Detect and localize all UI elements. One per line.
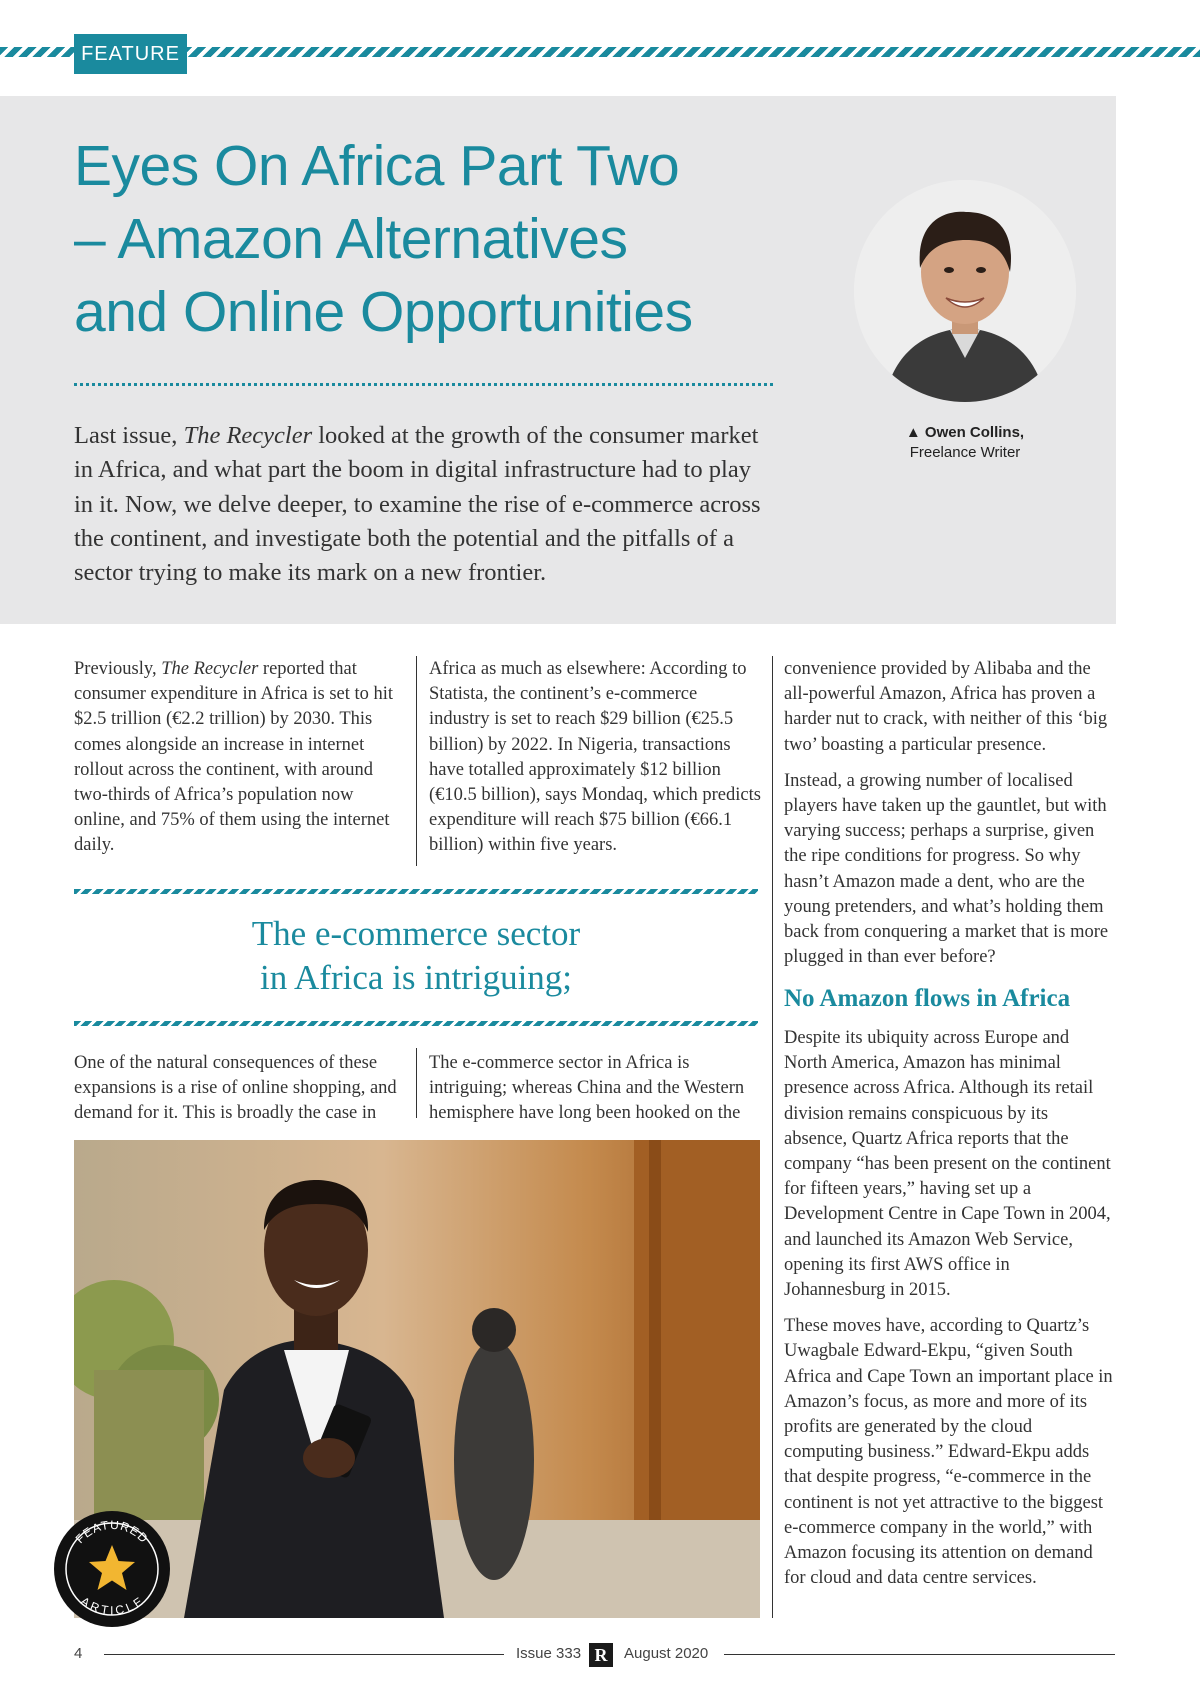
- publication-name: The Recycler: [161, 659, 259, 679]
- body-paragraph: convenience provided by Alibaba and the all-powerful Amazon, Africa has proven a harder nut to crack, with neither of this ‘big two’ boasting a particular presence.: [784, 659, 1108, 755]
- body-paragraph: Despite its ubiquity across Europe and North America, Amazon has minimal presence across Africa. Although its retail division remains conspicuous by its absence, Quartz Africa reports that the company “has been present on the continent for fifteen years,” having set up a Development Centre in Cape Town in 2004, and launched its Amazon Web Service, opening its first AWS office in Johannesburg in 2015.: [784, 1028, 1111, 1301]
- column-2-bottom: [429, 1051, 764, 1138]
- publication-name: The Recycler: [183, 422, 313, 449]
- author-name: ▲ Owen Collins,: [905, 424, 1025, 441]
- headline-line-3: and Online Opportunities: [74, 280, 693, 344]
- headline-line-1: Eyes On Africa Part Two: [74, 134, 680, 198]
- pull-quote-rule-top: [74, 889, 758, 894]
- page-number: 4: [74, 1645, 83, 1662]
- pull-quote-rule-bottom: [74, 1021, 758, 1026]
- column-3: [784, 657, 1114, 981]
- footer-date: August 2020: [624, 1645, 709, 1662]
- intro-paragraph: Last issue, The Recycler looked at the growth of the consumer market in Africa, and what part the boom in digital infrastructure had to play in it. Now, we delve deeper, to examine the rise of e-commerce across the continent, and investigate both the potential and the pitfalls of a sector trying to make its mark on a new frontier.: [74, 422, 761, 587]
- body-paragraph: Previously, The Recycler reported that consumer expenditure in Africa is set to hit $2.5 trillion (€2.2 trillion) by 2030. This comes alongside an increase in internet rollout across the continent, with around two-thirds of Africa’s population now online, and 75% of them using the internet daily.: [74, 659, 394, 856]
- badge-top-text: FEATURED: [72, 1517, 152, 1547]
- column-1-top: [74, 657, 406, 870]
- featured-star-badge-icon: [52, 1509, 172, 1629]
- column-1-bottom: [74, 1051, 409, 1138]
- badge-bottom-text: ARTICLE: [77, 1593, 147, 1618]
- body-paragraph: These moves have, according to Quartz’s Uwagbale Edward-Ekpu, “given South Africa and Cape Town an important place in Amazon’s focus, as more and more of its profits are generated by the cloud computing business.” Edward-Ekpu adds that despite progress, “e-commerce in the continent is not yet attractive to the biggest e-commerce company in the world,” with Amazon focusing its attention on demand for cloud and data centre services.: [784, 1316, 1113, 1589]
- headline-line-2: – Amazon Alternatives: [74, 207, 628, 271]
- headline: [74, 130, 794, 349]
- section-tag: FEATURE: [74, 34, 187, 74]
- footer-rule-left: [104, 1654, 504, 1655]
- headline-divider: [74, 383, 773, 386]
- author-avatar: [854, 180, 1076, 402]
- article-photo: [74, 1140, 760, 1618]
- magazine-logo: R: [589, 1643, 613, 1667]
- body-paragraph: One of the natural consequences of these expansions is a rise of online shopping, and demand for it. This is broadly the case in: [74, 1053, 397, 1124]
- author-role: Freelance Writer: [909, 444, 1021, 461]
- author-caption: [880, 423, 1050, 463]
- column-divider: [416, 656, 417, 866]
- pull-quote: The e-commerce sector in Africa is intriguing;: [251, 914, 581, 997]
- body-paragraph: The e-commerce sector in Africa is intriguing; whereas China and the Western hemisphere have long been hooked on the: [429, 1053, 745, 1124]
- footer-issue: Issue 333: [516, 1645, 582, 1662]
- section-subheading: No Amazon flows in Africa: [784, 985, 1071, 1012]
- man-with-phone-photo-icon: [74, 1140, 760, 1618]
- featured-article-badge: [52, 1509, 172, 1629]
- column-2-top: [429, 657, 761, 870]
- body-paragraph: Africa as much as elsewhere: According to Statista, the continent’s e-commerce industry is set to reach $29 billion (€25.5 billion) by 2022. In Nigeria, transactions have totalled approximately $12 billion (€10.5 billion), says Mondaq, which predicts expenditure will reach $75 billion (€66.1 billion) within five years.: [429, 659, 761, 856]
- footer-rule-right: [724, 1654, 1115, 1655]
- column-3-continued: [784, 1026, 1114, 1602]
- column-divider: [772, 656, 773, 1618]
- author-portrait-icon: [854, 180, 1076, 402]
- body-paragraph: Instead, a growing number of localised players have taken up the gauntlet, but with varying success; perhaps a surprise, given the ripe conditions for progress. So why hasn’t Amazon made a dent, who are the young pretenders, and what’s holding them back from conquering a market that is more plugged in than ever before?: [784, 770, 1109, 968]
- column-divider: [416, 1048, 417, 1118]
